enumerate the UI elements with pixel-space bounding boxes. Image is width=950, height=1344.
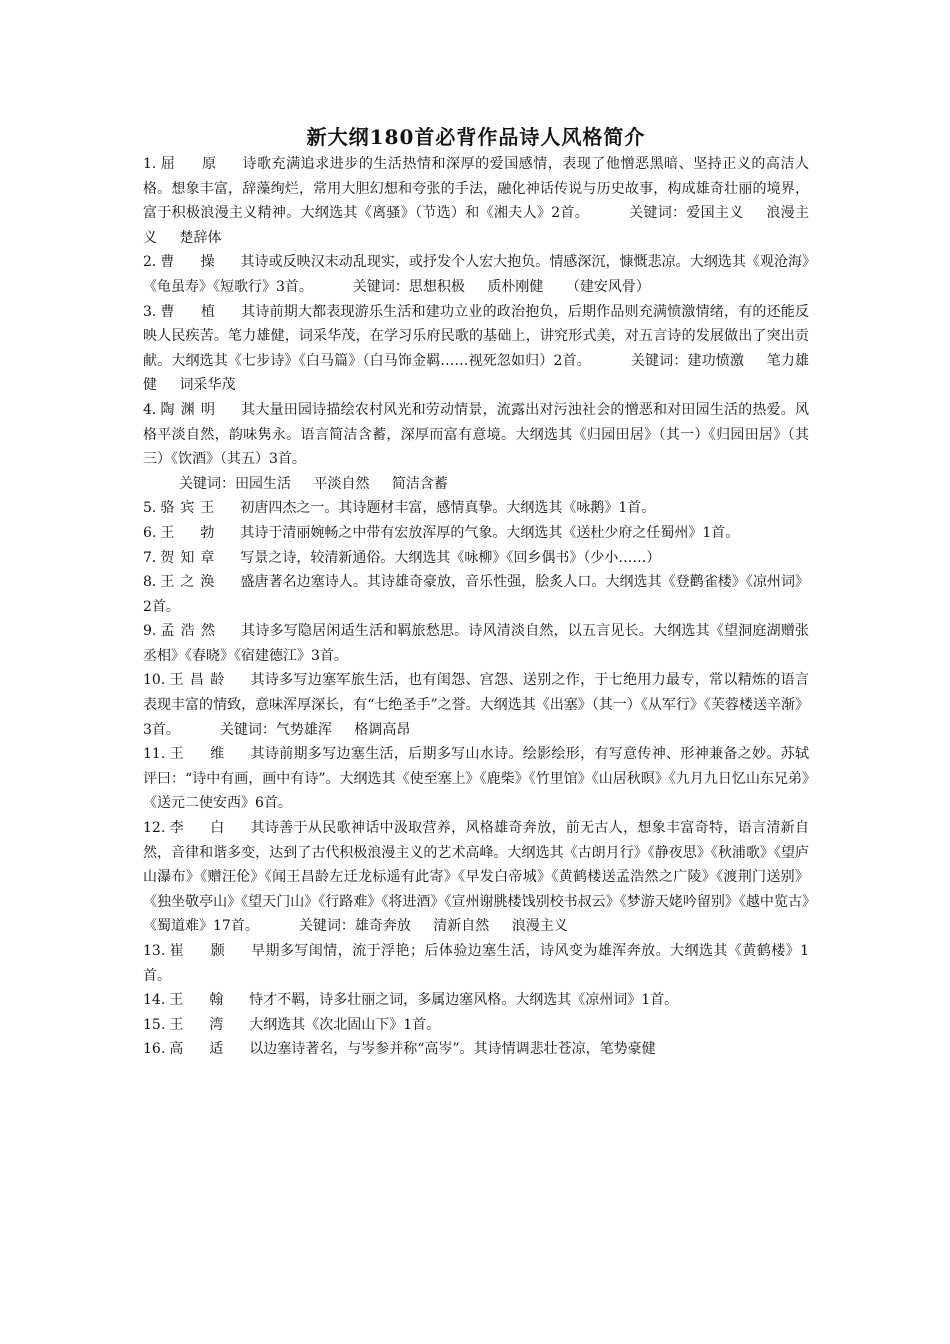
poet-description: 以边塞诗著名，与岑参并称“高岑”。其诗情调悲壮苍凉，笔势豪健: [249, 1041, 656, 1058]
poet-entry: [143, 521, 809, 546]
poet-description: 早期多写闺情，流于浮艳；后体验边塞生活，诗风变为雄浑奔放。大纲选其《黄鹤楼》1首。: [143, 943, 810, 984]
poet-entry: [143, 496, 809, 521]
poet-name: 骆宾王: [160, 500, 221, 517]
poet-name: 王昌龄: [169, 672, 231, 689]
poet-description: 诗歌充满追求进步的生活热情和深厚的爱国感情，表现了他憎恶黑暗、坚持正义的高洁人格。想象丰富，辞藻绚烂，常用大胆幻想和夸张的手法，融化神话传说与历史故事，构成雄奇壮丽的境界，富于积极浪漫主义精神。大纲选其《离骚》（节选）和《湘夫人》2首。: [143, 156, 809, 222]
poet-name: 屈 原: [160, 156, 223, 172]
poet-entry: [143, 939, 809, 988]
poet-description: 其诗或反映汉末动乱现实，或抒发个人宏大抱负。情感深沉，慷慨悲凉。大纲选其《观沧海》《龟虽寿》《短歌行》3首。: [143, 254, 810, 295]
poet-entry: [143, 570, 809, 619]
entry-number: 13.: [143, 943, 166, 959]
poet-entry: [143, 300, 809, 398]
poet-description: 大纲选其《次北固山下》1首。: [249, 1016, 441, 1033]
document-title: 新大纲180首必背作品诗人风格简介: [306, 125, 646, 149]
entry-number: 14.: [143, 992, 166, 1009]
entries-list: [143, 152, 809, 1062]
poet-description: 其大量田园诗描绘农村风光和劳动情景，流露出对污浊社会的憎恶和对田园生活的热爱。风格平淡自然，韵味隽永。语言简洁含蓄，深厚而富有意境。大纲选其《归园田居》（其一）《归园田居》（其三）《饮酒》（其五）3首。: [143, 401, 810, 468]
poet-name: 高 适: [169, 1041, 230, 1058]
poet-entry: [143, 816, 809, 939]
entry-number: 3.: [143, 303, 157, 320]
poet-entry: [143, 398, 809, 496]
poet-description: 其诗前期大都表现游乐生活和建功立业的政治抱负，后期作品则充满愤激情绪，有的还能反映人民疾苦。笔力雄健，词采华茂，在学习乐府民歌的基础上，讲究形式美，对五言诗的发展做出了突出贡献。大纲选其《七步诗》《白马篇》（白马饰金羁……视死忽如归）2首。: [143, 303, 810, 369]
poet-entry: [143, 546, 809, 571]
poet-name: 孟浩然: [160, 623, 222, 640]
entry-number: 4.: [143, 401, 157, 418]
poet-name: 贺知章: [160, 549, 221, 566]
poet-description: 盛唐著名边塞诗人。其诗雄奇豪放，音乐性强，脍炙人口。大纲选其《登鹳雀楼》《凉州词》2首。: [143, 574, 810, 615]
entry-number: 10.: [143, 672, 166, 689]
poet-entry: [143, 619, 809, 668]
entry-number: 8.: [143, 574, 157, 591]
poet-name: 李 白: [169, 820, 231, 837]
poet-description: 其诗多写边塞军旅生活，也有闺怨、宫怨、送别之作，于七绝用力最专，常以精炼的语言表现丰富的情致，意味浑厚深长，有“七绝圣手”之誉。大纲选其《出塞》（其一）《从军行》《芙蓉楼送辛渐》3首。: [143, 672, 810, 738]
entry-number: 7.: [143, 549, 157, 566]
poet-name: 曹 植: [160, 303, 222, 320]
entry-number: 15.: [143, 1016, 166, 1033]
poet-entry: [143, 250, 809, 299]
poet-name: 王 勃: [160, 524, 221, 541]
poet-entry: [143, 668, 809, 742]
poet-description: 其诗多写隐居闲适生活和羁旅愁思。诗风清淡自然，以五言见长。大纲选其《望洞庭湖赠张丞相》《春晓》《宿建德江》3首。: [143, 623, 810, 664]
poet-name: 王 维: [169, 746, 231, 763]
poet-entry: [143, 988, 809, 1013]
style-keywords: 关键词：田园生活 平淡自然 简洁含蓄: [179, 475, 448, 492]
poet-entry: [143, 1037, 809, 1062]
poet-description: 初唐四杰之一。其诗题材丰富，感情真挚。大纲选其《咏鹅》1首。: [240, 500, 656, 517]
style-keywords: 关键词：思想积极 质朴刚健 （建安风骨）: [352, 278, 650, 295]
entry-number: 6.: [143, 524, 157, 541]
style-keywords: 关键词：建功愤激 笔力雄健 词采华茂: [143, 352, 810, 394]
poet-description: 其诗前期多写边塞生活，后期多写山水诗。绘影绘形，有写意传神、形神兼备之妙。苏轼评曰：“诗中有画，画中有诗”。大纲选其《使至塞上》《鹿柴》《竹里馆》《山居秋暝》《九月九日忆山东兄弟》《送元二使安西》6首。: [143, 746, 810, 812]
poet-description: 其诗善于从民歌神话中汲取营养，风格雄奇奔放，前无古人，想象丰富奇特，语言清新自然，音律和谐多变，达到了古代积极浪漫主义的艺术高峰。大纲选其《古朗月行》《静夜思》《秋浦歌》《望庐山瀑布》《赠汪伦》《闻王昌龄左迁龙标遥有此寄》《早发白帝城》《黄鹤楼送孟浩然之广陵》《渡荆门送别》《独坐敬亭山》《望天门山》《行路难》《将进酒》《宣州谢朓楼饯别校书叔云》《梦游天姥吟留别》《越中览古》《蜀道难》17首。: [143, 820, 810, 935]
poet-description: 其诗于清丽婉畅之中带有宏放浑厚的气象。大纲选其《送杜少府之任蜀州》1首。: [240, 524, 740, 541]
entry-number: 16.: [143, 1041, 166, 1058]
entry-number: 2.: [143, 254, 157, 271]
style-keywords: 关键词：气势雄浑 格调高昂: [219, 721, 411, 738]
poet-name: 陶渊明: [160, 401, 222, 418]
poet-name: 王之涣: [160, 574, 221, 591]
poet-name: 曹 操: [160, 254, 221, 271]
entry-number: 9.: [143, 623, 157, 640]
entry-number: 5.: [143, 500, 157, 517]
poet-description: 恃才不羁，诗多壮丽之词，多属边塞风格。大纲选其《凉州词》1首。: [249, 992, 679, 1009]
entry-number: 1.: [143, 156, 157, 172]
poet-entry: [143, 152, 809, 250]
poet-entry: [143, 742, 809, 816]
style-keywords: 关键词：雄奇奔放 清新自然 浪漫主义: [298, 918, 568, 935]
entry-number: 12.: [143, 820, 166, 837]
document-page: [143, 122, 809, 1062]
style-keywords: 关键词：爱国主义 浪漫主义 楚辞体: [143, 205, 810, 246]
entry-number: 11.: [143, 746, 166, 763]
poet-entry: [143, 1013, 809, 1038]
poet-name: 王 翰: [169, 992, 230, 1009]
poet-name: 王 湾: [169, 1016, 230, 1033]
poet-description: 写景之诗，较清新通俗。大纲选其《咏柳》《回乡偶书》（少小……）: [240, 549, 661, 566]
poet-name: 崔 颢: [169, 943, 232, 959]
